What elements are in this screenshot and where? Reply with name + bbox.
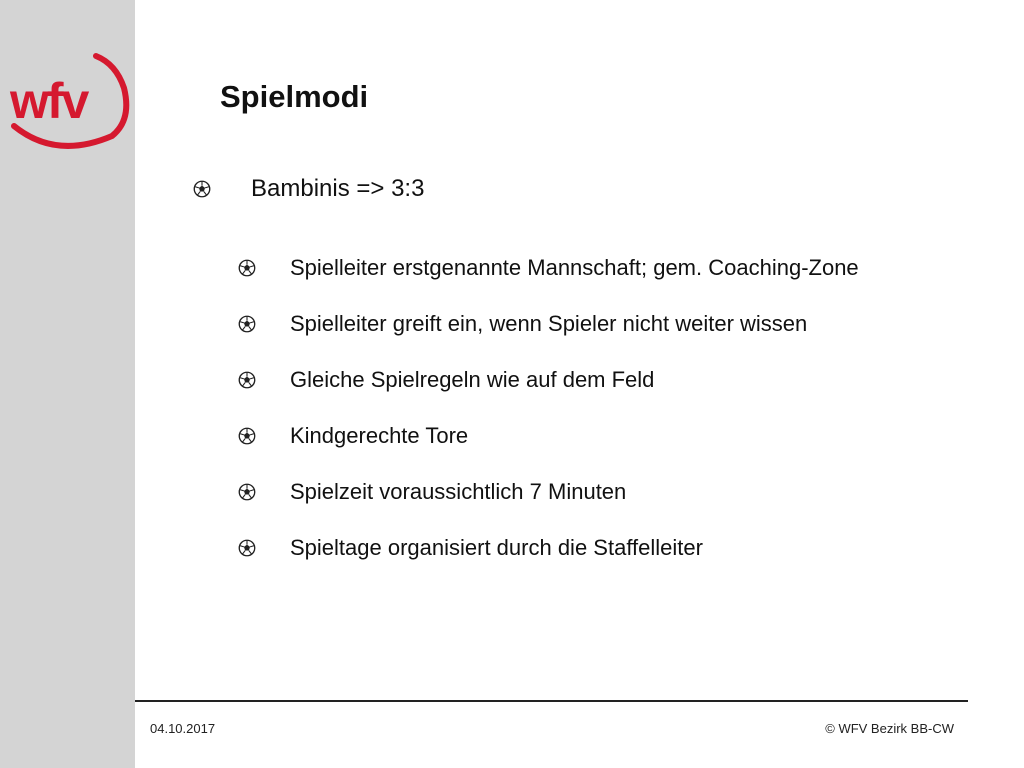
sidebar-panel: [0, 0, 135, 768]
svg-text:wfv: wfv: [10, 73, 88, 129]
soccer-ball-icon: [238, 427, 256, 445]
sub-item-text: Spielleiter erstgenannte Mannschaft; gem. Coaching-Zone: [290, 255, 859, 280]
footer-divider: [135, 700, 968, 702]
sub-list: [238, 240, 998, 576]
soccer-ball-icon: [238, 539, 256, 557]
sub-item-text: Spielzeit voraussichtlich 7 Minuten: [290, 479, 627, 504]
sub-list-item: [238, 240, 998, 296]
main-item-text: Bambinis => 3:3: [251, 175, 425, 202]
sub-list-item: [238, 520, 998, 576]
soccer-ball-icon: [238, 371, 256, 389]
sub-item-text: Kindgerechte Tore: [290, 423, 469, 448]
sub-item-text: Spielleiter greift ein, wenn Spieler nicht weiter wissen: [290, 311, 808, 336]
soccer-ball-icon: [238, 259, 256, 277]
soccer-ball-icon: [238, 315, 256, 333]
sub-list-item: [238, 464, 998, 520]
sub-item-text: Gleiche Spielregeln wie auf dem Feld: [290, 367, 655, 392]
footer-copyright: © WFV Bezirk BB-CW: [825, 721, 954, 736]
sub-list-item: [238, 296, 998, 352]
page-title: Spielmodi: [220, 79, 369, 114]
sub-list-item: [238, 352, 998, 408]
soccer-ball-icon: [238, 483, 256, 501]
soccer-ball-icon: [193, 180, 211, 198]
main-list-item: [193, 175, 424, 203]
sub-list-item: [238, 408, 998, 464]
wfv-logo: [8, 52, 130, 156]
sub-item-text: Spieltage organisiert durch die Staffelleiter: [290, 535, 703, 560]
footer-date: 04.10.2017: [150, 721, 216, 736]
